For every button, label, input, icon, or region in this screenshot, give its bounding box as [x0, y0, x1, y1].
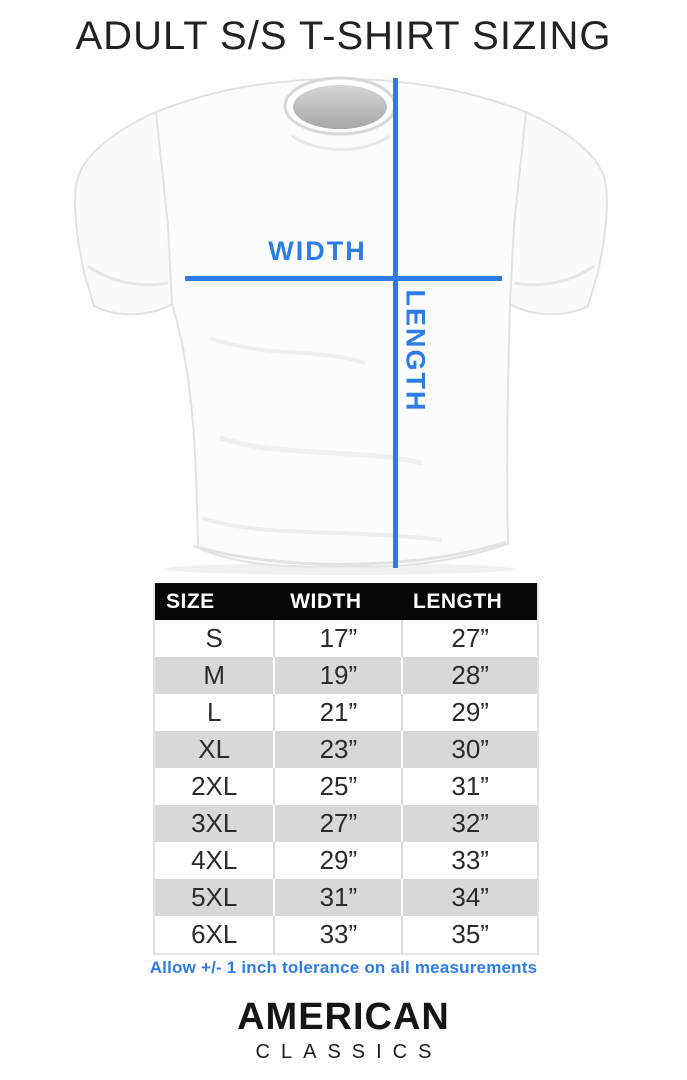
width-cell: 17” [273, 620, 401, 657]
length-cell: 35” [401, 916, 537, 953]
size-cell: XL [198, 734, 231, 764]
table-row [155, 657, 537, 694]
size-cell: L [206, 697, 222, 727]
table-row [155, 694, 537, 731]
width-cell: 29” [273, 842, 401, 879]
width-cell: 19” [273, 657, 401, 694]
size-cell: 5XL [191, 882, 238, 912]
length-cell: 27” [401, 620, 537, 657]
header-width: WIDTH [273, 583, 401, 620]
size-cell: 2XL [191, 771, 238, 801]
width-cell: 25” [273, 768, 401, 805]
length-cell: 30” [401, 731, 537, 768]
page-title: ADULT S/S T-SHIRT SIZING [75, 14, 612, 58]
size-cell: 4XL [191, 845, 238, 875]
brand-logo [0, 998, 687, 1064]
tshirt-illustration [60, 76, 622, 576]
width-cell: 31” [273, 879, 401, 916]
length-cell: 31” [401, 768, 537, 805]
length-cell: 33” [401, 842, 537, 879]
table-row [155, 805, 537, 842]
table-row [155, 731, 537, 768]
length-label: LENGTH [400, 289, 431, 413]
length-cell: 34” [401, 879, 537, 916]
table-header-row [155, 583, 537, 620]
width-measure-line [185, 276, 502, 281]
table-row [155, 620, 537, 657]
width-cell: 21” [273, 694, 401, 731]
header-length: LENGTH [401, 583, 537, 620]
tshirt-collar-opening [293, 85, 387, 129]
width-cell: 27” [273, 805, 401, 842]
length-cell: 32” [401, 805, 537, 842]
header-size: SIZE [155, 583, 273, 620]
brand-name-american: AMERICAN [237, 996, 450, 1038]
tolerance-note: Allow +/- 1 inch tolerance on all measurements [149, 958, 538, 977]
table-row [155, 916, 537, 953]
length-cell: 28” [401, 657, 537, 694]
size-cell: 3XL [191, 808, 238, 838]
tshirt-graphic [60, 76, 622, 576]
width-cell: 23” [273, 731, 401, 768]
size-cell: 6XL [191, 919, 238, 949]
tshirt-body [156, 79, 526, 567]
length-cell: 29” [401, 694, 537, 731]
table-row [155, 768, 537, 805]
brand-name-classics: CLASSICS [255, 1041, 443, 1063]
size-cell: S [205, 623, 223, 653]
size-table [153, 583, 539, 955]
table-row [155, 879, 537, 916]
size-cell: M [203, 660, 226, 690]
width-label: WIDTH [268, 236, 367, 266]
width-cell: 33” [273, 916, 401, 953]
length-measure-line [393, 78, 398, 568]
table-row [155, 842, 537, 879]
